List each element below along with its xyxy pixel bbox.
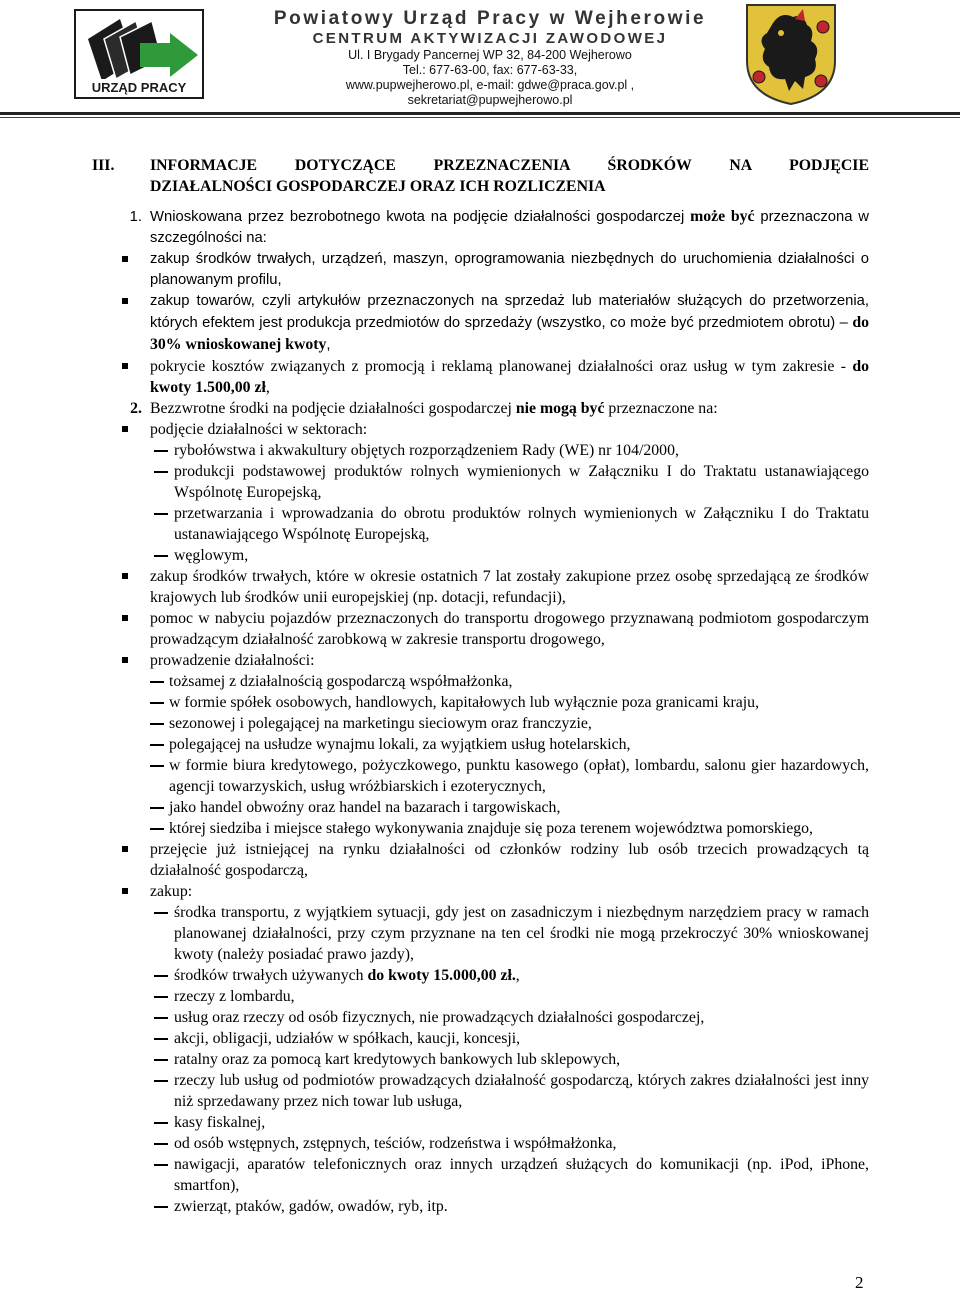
sub-item: środków trwałych używanych do kwoty 15.000,00 zł., — [92, 965, 869, 986]
paragraph-1 — [92, 206, 869, 249]
bullet-square-icon — [122, 298, 128, 304]
header-rule-thick — [0, 112, 960, 115]
dash-icon — [154, 450, 168, 452]
sub-item: sezonowej i polegającej na marketingu sieciowym oraz franczyzie, — [92, 713, 869, 734]
dash-icon — [154, 1206, 168, 1208]
list-item-vehicles: pomoc w nabyciu pojazdów przeznaczonych do transportu drogowego przyznawaną podmiotom gospodarczym prowadzącym działalność zarobkową w zakresie transportu drogowego, — [92, 608, 869, 650]
dash-icon — [154, 555, 168, 557]
sub-item: której siedziba i miejsce stałego wykonywania znajduje się poza terenem województwa pomorskiego, — [92, 818, 869, 839]
page-number: 2 — [855, 1273, 864, 1292]
dash-icon — [154, 996, 168, 998]
dash-icon — [150, 744, 164, 746]
dash-icon — [154, 1017, 168, 1019]
dash-icon — [150, 765, 164, 767]
office-name: Powiatowy Urząd Pracy w Wejherowie — [273, 8, 707, 29]
dash-icon — [150, 702, 164, 704]
urzad-pracy-logo — [74, 9, 204, 99]
list-item-sectors: podjęcie działalności w sektorach: — [92, 419, 869, 440]
dash-icon — [154, 1038, 168, 1040]
sub-item: tożsamej z działalnością gospodarczą współmałżonka, — [92, 671, 869, 692]
section-title-line1: INFORMACJE DOTYCZĄCE PRZEZNACZENIA ŚRODKÓW NA PODJĘCIE — [150, 157, 869, 174]
bullet-square-icon — [122, 888, 128, 894]
sub-item: węglowym, — [92, 545, 869, 566]
logo-text: URZĄD PRACY — [91, 80, 187, 95]
list-item: zakup towarów, czyli artykułów przeznaczonych na sprzedaż lub materiałów służących do przetworzenia, których efektem jest produkcja przedmiotów do sprzedaży (wszystko, co może być przedmiotem obrotu) – do 30% wnioskowanej kwoty, — [92, 291, 869, 356]
office-phone: Tel.: 677-63-00, fax: 677-63-33, — [402, 63, 578, 77]
sub-item: nawigacji, aparatów telefonicznych oraz innych urządzeń służących do komunikacji (np. iPod, iPhone, smartfon), — [92, 1154, 869, 1196]
sub-item: kasy fiskalnej, — [92, 1112, 869, 1133]
pomeranian-crest-icon — [745, 3, 837, 106]
sub-item: rzeczy z lombardu, — [92, 986, 869, 1007]
dash-icon — [150, 828, 164, 830]
paragraph-2-intro: Bezzwrotne środki na podjęcie działalności gospodarczej nie mogą być przeznaczone na: — [150, 400, 718, 417]
dash-icon — [150, 807, 164, 809]
bullet-square-icon — [122, 846, 128, 852]
sub-item: zwierząt, ptaków, gadów, owadów, ryb, itp. — [92, 1196, 869, 1217]
office-secretariat-email: sekretariat@pupwejherowo.pl — [407, 93, 573, 107]
dash-icon — [154, 1143, 168, 1145]
sub-item: akcji, obligacji, udziałów w spółkach, kaucji, koncesji, — [92, 1028, 869, 1049]
center-name: CENTRUM AKTYWIZACJI ZAWODOWEJ — [312, 30, 668, 47]
paragraph-1-number: 1. — [129, 209, 142, 225]
list-item: pokrycie kosztów związanych z promocją i reklamą planowanej działalności oraz usług w tym zakresie - do kwoty 1.500,00 zł, — [92, 356, 869, 398]
office-web-email: www.pupwejherowo.pl, e-mail: gdwe@praca.gov.pl , — [345, 78, 635, 92]
sub-item: środka transportu, z wyjątkiem sytuacji, gdy jest on zasadniczym i niezbędnym narzędziem pracy w ramach planowanej działalności, przy czym przyznane na ten cel środki nie mogą przekroczyć 30% wnioskowanej kwoty (należy posiadać prawo jazdy), — [92, 902, 869, 965]
list-item-fixed-assets: zakup środków trwałych, które w okresie ostatnich 7 lat zostały zakupione przez osobę sprzedającą ze środków krajowych lub środków unii europejskiej (np. dotacji, refundacji), — [92, 566, 869, 608]
list-item-running: prowadzenie działalności: — [92, 650, 869, 671]
sub-item: w formie spółek osobowych, handlowych, kapitałowych lub wyłącznie poza granicami kraju, — [92, 692, 869, 713]
paragraph-1-list — [92, 249, 869, 398]
dash-icon — [154, 912, 168, 914]
dash-icon — [154, 1122, 168, 1124]
bullet-square-icon — [122, 426, 128, 432]
sub-item: polegającej na usłudze wynajmu lokali, za wyjątkiem usług hotelarskich, — [92, 734, 869, 755]
sub-item: rybołówstwa i akwakultury objętych rozporządzeniem Rady (WE) nr 104/2000, — [92, 440, 869, 461]
document-body — [92, 155, 869, 1217]
bullet-square-icon — [122, 657, 128, 663]
sub-item: usług oraz rzeczy od osób fizycznych, nie prowadzących działalności gospodarczej, — [92, 1007, 869, 1028]
paragraph-2-number: 2. — [130, 400, 142, 417]
sub-item: rzeczy lub usług od podmiotów prowadzących działalność gospodarczą, których zakres działalności jest inny niż sprzedawany przez nich towar lub usługa, — [92, 1070, 869, 1112]
paragraph-2 — [92, 398, 869, 419]
section-title-line2: DZIAŁALNOŚCI GOSPODARCZEJ ORAZ ICH ROZLICZENIA — [150, 178, 606, 195]
dash-icon — [154, 1164, 168, 1166]
paragraph-1-intro: Wnioskowana przez bezrobotnego kwota na podjęcie działalności gospodarczej może być przeznaczona w szczególności na: — [150, 208, 869, 246]
section-heading — [92, 155, 869, 197]
header-block — [270, 8, 710, 108]
dash-icon — [150, 723, 164, 725]
dash-icon — [154, 1080, 168, 1082]
section-number: III. — [92, 157, 115, 174]
dash-icon — [150, 681, 164, 683]
bullet-square-icon — [122, 615, 128, 621]
dash-icon — [154, 471, 168, 473]
sub-item: ratalny oraz za pomocą kart kredytowych bankowych lub sklepowych, — [92, 1049, 869, 1070]
sub-item: od osób wstępnych, zstępnych, teściów, rodzeństwa i współmałżonka, — [92, 1133, 869, 1154]
sub-item: przetwarzania i wprowadzania do obrotu produktów rolnych wymienionych w Załączniku I do Traktatu ustanawiającego Wspólnotę Europejską, — [92, 503, 869, 545]
bullet-square-icon — [122, 256, 128, 262]
list-item-takeover: przejęcie już istniejącej na rynku działalności od członków rodziny lub osób trzecich prowadzących tą działalność gospodarczą, — [92, 839, 869, 881]
dash-icon — [154, 513, 168, 515]
sub-item: produkcji podstawowej produktów rolnych wymienionych w Załączniku I do Traktatu ustanawiającego Wspólnotę Europejską, — [92, 461, 869, 503]
bullet-square-icon — [122, 573, 128, 579]
sub-item: jako handel obwoźny oraz handel na bazarach i targowiskach, — [92, 797, 869, 818]
office-address: Ul. I Brygady Pancernej WP 32, 84-200 Wejherowo — [348, 48, 632, 62]
sub-item: w formie biura kredytowego, pożyczkowego, punktu kasowego (opłat), lombardu, salonu gier hazardowych, agencji towarzyskich, usług wróżbiarskich i ezoterycznych, — [92, 755, 869, 797]
bullet-square-icon — [122, 363, 128, 369]
header-rule-thin — [0, 117, 960, 118]
dash-icon — [154, 975, 168, 977]
dash-icon — [154, 1059, 168, 1061]
list-item-purchase: zakup: — [92, 881, 869, 902]
section-title — [150, 155, 869, 197]
list-item: zakup środków trwałych, urządzeń, maszyn, oprogramowania niezbędnych do uruchomienia działalności o planowanym profilu, — [92, 249, 869, 291]
